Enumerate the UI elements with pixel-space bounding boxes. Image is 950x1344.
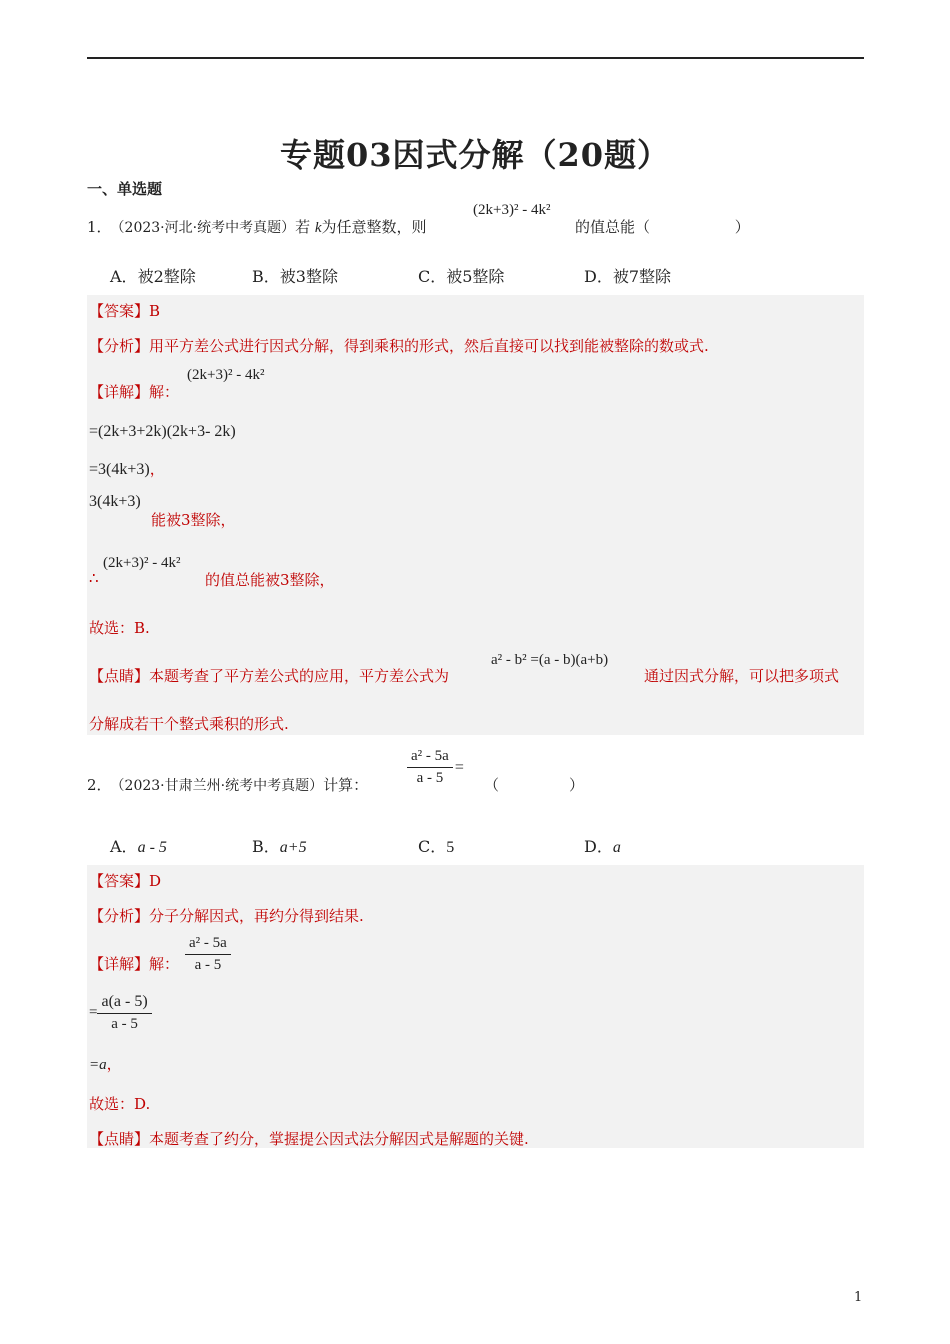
step-0 [185,935,231,974]
comment-after: 通过因式分解，可以把多项式 [644,667,840,685]
answer-panel-1 [87,295,864,735]
option-text: 被3整除 [279,267,338,286]
option-c[interactable] [418,264,504,287]
fraction-denominator: a - 5 [194,957,222,973]
detail-text: 解： [149,383,180,401]
step-1 [89,993,152,1033]
question-number: 1． [87,218,112,236]
step-4-text: 的值总能被3整除， [205,571,335,589]
option-label: B． [252,267,280,286]
fraction [185,935,231,974]
analysis-label: 【分析】 [89,907,150,925]
option-text: a - 5 [137,839,167,856]
option-text: 被7整除 [612,267,672,286]
question-1-stem [87,216,427,237]
step-2-tail: ， [106,1055,122,1073]
answer-label: 【答案】 [89,302,150,320]
step-4-expr: (2k+3)² - 4k² [103,555,181,571]
step-0: (2k+3)² - 4k² [187,367,265,383]
option-text: 被5整除 [446,267,505,286]
answer-value: B [149,302,161,320]
option-b[interactable] [252,264,338,287]
step-2-tail: ， [149,460,165,478]
comment-label: 【点睛】 [89,667,150,685]
question-2-stem [87,774,368,795]
step-2-expr: =a [89,1057,107,1073]
step-3-text: 能被3整除， [151,511,236,529]
fraction-numerator: a² - 5a [185,935,231,955]
analysis-line [89,335,709,356]
option-text: 被2整除 [137,267,196,286]
page-number: 1 [854,1290,863,1305]
comment-line [89,665,449,686]
analysis-line [89,905,364,926]
detail-line [89,953,179,974]
step-3-expr: 3(4k+3) [89,493,141,510]
question-paren: （ [484,776,500,794]
choose-line: 故选：B. [89,619,150,637]
answer-label: 【答案】 [89,872,150,890]
step-1: =(2k+3+2k)(2k+3- 2k) [89,423,236,440]
option-label: C． [418,267,447,286]
comment-text: 本题考查了平方差公式的应用，平方差公式为 [149,667,450,685]
answer-line [89,870,161,891]
choose-line: 故选：D. [89,1095,151,1113]
question-text: 计算： [323,776,369,794]
header-rule [87,57,864,59]
question-paren: ） [734,218,750,236]
fraction-numerator: a² - 5a [407,748,453,768]
fraction-denominator: a - 5 [111,1016,138,1032]
question-paren: ） [569,776,585,794]
answer-value: D [149,872,162,890]
analysis-text: 分子分解因式，再约分得到结果. [149,907,364,925]
detail-line [89,381,179,402]
comment-text: 本题考查了约分，掌握提公因式法分解因式是解题的关键. [149,1130,529,1148]
option-c[interactable] [418,834,454,857]
detail-label: 【详解】 [89,383,150,401]
option-label: D． [584,837,613,856]
detail-label: 【详解】 [89,955,150,973]
analysis-text: 用平方差公式进行因式分解，得到乘积的形式，然后直接可以找到能被整除的数或式. [149,337,709,355]
question-1-expression: (2k+3)² - 4k² [473,202,551,218]
fraction [97,993,151,1033]
answer-panel-2 [87,865,864,1148]
question-number: 2． [87,776,112,794]
option-label: C． [418,837,447,856]
section-heading: 一、单选题 [87,180,163,198]
option-label: A． [110,837,138,856]
analysis-label: 【分析】 [89,337,150,355]
comment-line-2: 分解成若干个整式乘积的形式. [89,715,289,733]
question-text: 的值总能（ [575,218,651,236]
option-label: D． [584,267,613,286]
option-label: A． [110,267,138,286]
comment-label: 【点睛】 [89,1130,150,1148]
therefore-symbol: ∴ [89,569,99,587]
question-text: 为任意整数，则 [321,218,427,236]
option-d[interactable] [584,834,621,857]
option-a[interactable] [110,264,196,287]
question-2-paren [484,774,584,795]
step-2 [89,1053,122,1074]
question-2-fraction [407,748,464,787]
option-b[interactable] [252,834,307,857]
question-text: 若 [295,218,311,236]
option-text: 5 [446,839,455,856]
step-2 [89,458,165,479]
fraction-numerator: a(a - 5) [97,993,151,1014]
option-text: a [612,839,621,856]
page-title: 专题03因式分解（20题） [279,136,671,174]
question-source: （2023·河北·统考中考真题） [117,220,296,236]
variable-k: k [314,220,322,236]
question-source: （2023·甘肃兰州·统考中考真题） [117,778,324,794]
equals-sign: = [89,1004,98,1021]
fraction [407,748,453,787]
answer-line [89,300,160,321]
comment-formula: a² - b² =(a - b)(a+b) [491,652,609,668]
equals-sign: = [454,758,464,776]
step-2-expr: =3(4k+3) [89,461,150,478]
option-a[interactable] [110,834,167,857]
option-label: B． [252,837,280,856]
fraction-denominator: a - 5 [416,770,444,786]
option-d[interactable] [584,264,671,287]
detail-text: 解： [149,955,180,973]
option-text: a+5 [279,839,307,856]
comment-line [89,1128,529,1149]
question-1-stem-end [575,216,750,237]
